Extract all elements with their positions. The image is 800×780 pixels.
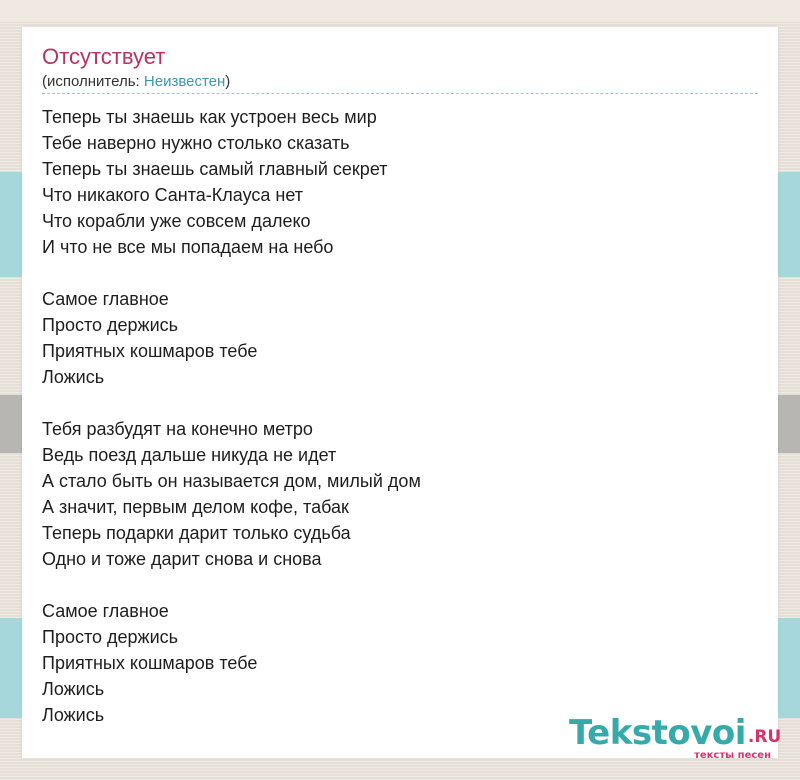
lyrics-line: И что не все мы попадаем на небо [42,237,334,257]
lyrics-blank-line [42,572,421,598]
logo-tld: .RU [747,727,782,747]
lyrics-line: Одно и тоже дарит снова и снова [42,549,322,569]
lyrics-text [42,104,421,728]
performer-line: (исполнитель: Неизвестен) [42,73,231,90]
lyrics-line: Самое главное [42,289,169,309]
lyrics-line: Теперь ты знаешь самый главный секрет [42,159,388,179]
background-stripe-top [0,0,800,22]
logo-name: Tekstovoi [569,713,746,753]
performer-label: исполнитель: [47,73,140,90]
lyrics-card [22,27,782,761]
song-title: Отсутствует [42,44,166,69]
lyrics-line: Что корабли уже совсем далеко [42,211,311,231]
lyrics-blank-line [42,390,421,416]
lyrics-line: Просто держись [42,627,179,647]
performer-link[interactable]: Неизвестен [143,73,226,90]
lyrics-line: Приятных кошмаров тебе [42,653,258,673]
lyrics-line: Теперь подарки дарит только судьба [42,523,351,543]
lyrics-line: Просто держись [42,315,179,335]
lyrics-blank-line [42,260,421,286]
title-divider [42,93,758,94]
lyrics-line: Ложись [42,679,105,699]
lyrics-line: Теперь ты знаешь как устроен весь мир [42,107,377,127]
site-logo[interactable] [569,713,782,763]
lyrics-line: А значит, первым делом кофе, табак [42,497,349,517]
logo-tagline: тексты песен [694,750,771,761]
lyrics-line: Самое главное [42,601,169,621]
lyrics-line: Приятных кошмаров тебе [42,341,258,361]
lyrics-line: А стало быть он называется дом, милый дом [42,471,421,491]
lyrics-line: Тебя разбудят на конечно метро [42,419,313,439]
lyrics-line: Ложись [42,705,105,725]
lyrics-line: Ведь поезд дальше никуда не идет [42,445,337,465]
lyrics-line: Что никакого Санта-Клауса нет [42,185,303,205]
lyrics-line: Тебе наверно нужно столько сказать [42,133,350,153]
lyrics-line: Ложись [42,367,105,387]
